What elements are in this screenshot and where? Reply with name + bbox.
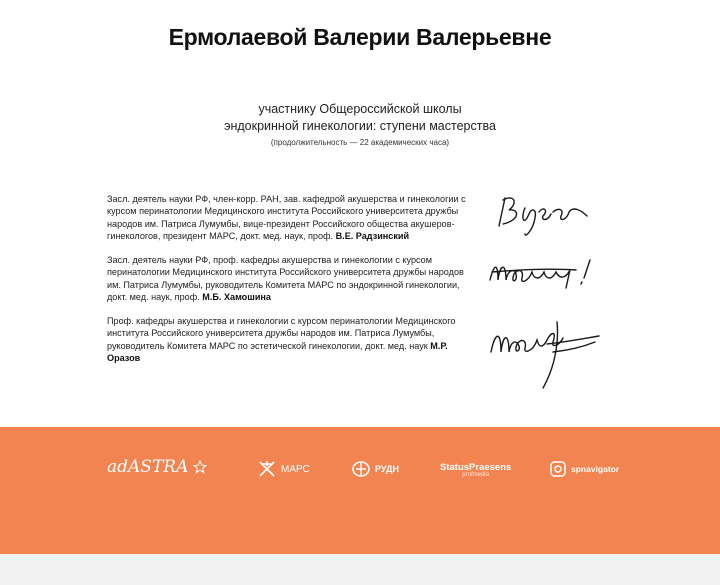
recipient-name: Ермолаевой Валерии Валерьевне: [168, 24, 552, 50]
signatory-3-text: Проф. кафедры акушерства и гинекологии с курсом перинатологии Медицинского института Российского университета дружбы народов им. Патриса Лумумбы, руководитель Комитета МАРС по эстетической гинекологии, докт. мед. наук: [107, 316, 456, 351]
mars-logo: [258, 460, 310, 478]
spnavigator-logo: [550, 461, 619, 477]
adastra-logo-text: adASTRA: [107, 457, 189, 477]
statuspraesens-logo-text: StatusPraesens: [440, 462, 512, 473]
statuspraesens-tagline: profmedia: [462, 472, 489, 478]
rudn-emblem-icon: [352, 461, 370, 477]
signatory-2-name: М.Б. Хамошина: [202, 292, 271, 303]
signatory-2-text: Засл. деятель науки РФ, проф. кафедры акушерства и гинекологии с курсом перинатологии Медицинского института Российского университета дружбы народов им. Патриса Лумумбы, руководитель Комитета МАРС по эндокринной гинекологии, докт. мед. наук, проф.: [107, 255, 464, 303]
spnavigator-logo-text: spnavigator: [571, 464, 620, 474]
spnavigator-app-icon: [550, 461, 566, 477]
certificate-line-1: участнику Общероссийской школы: [258, 102, 462, 116]
signatory-1-name: В.Е. Радзинский: [335, 231, 410, 242]
signature-3-image: [487, 312, 607, 392]
signature-2-image: [486, 250, 604, 294]
star-icon: [193, 460, 207, 474]
footer-band: [0, 427, 720, 554]
certificate-description: [205, 101, 515, 149]
adastra-logo: [107, 457, 207, 477]
certificate-line-2: эндокринной гинекологии: ступени мастерства: [224, 119, 496, 133]
statuspraesens-logo: [440, 462, 511, 478]
mars-emblem-icon: [258, 460, 276, 478]
rudn-logo: [352, 461, 399, 477]
certificate-duration: (продолжительность — 22 академических часа): [270, 138, 450, 147]
signatory-3: [107, 315, 467, 365]
signatory-2: [107, 254, 467, 304]
signatory-1: [107, 193, 467, 243]
bottom-strip: [0, 554, 720, 585]
mars-logo-text: МАРС: [281, 463, 310, 475]
signatory-3-name: М.Р. Оразов: [107, 340, 448, 364]
signature-1-image: [495, 186, 595, 244]
rudn-logo-text: РУДН: [375, 464, 399, 474]
signatory-1-text: Засл. деятель науки РФ, член-корр. РАН, зав. кафедрой акушерства и гинекологии с курсом перинатологии Медицинского института Российского университета дружбы народов им. Патриса Лумумбы, вице-президент Российского общества акушеров-гинекологов, президент МАРС, докт. мед. наук, проф.: [107, 194, 466, 242]
